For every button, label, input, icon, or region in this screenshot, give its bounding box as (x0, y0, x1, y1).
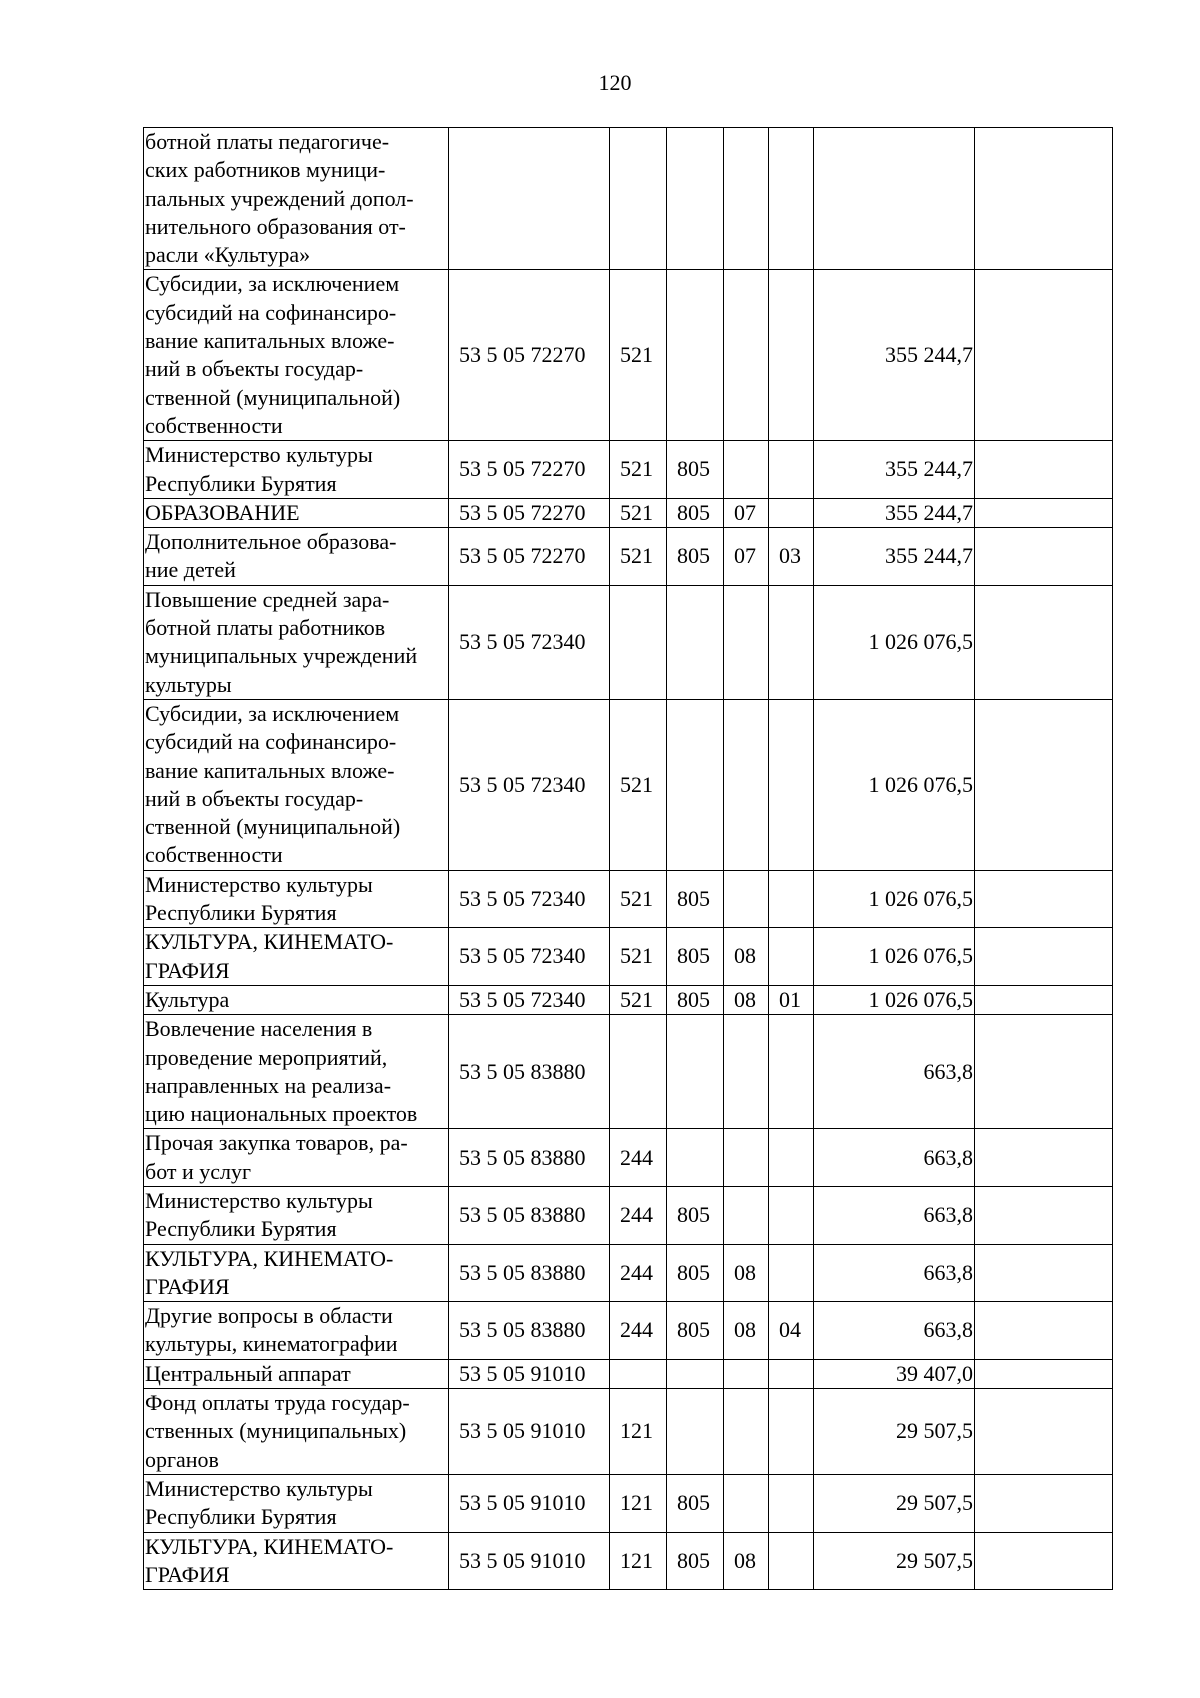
pr-cell: 04 (769, 1302, 814, 1360)
name-line: собственности (145, 412, 283, 438)
table-row (144, 1474, 1113, 1532)
name-line: КУЛЬТУРА, КИНЕМАТО- (145, 1533, 394, 1559)
name-line: направленных на реализа- (145, 1072, 392, 1098)
sum-cell: 663,8 (814, 1244, 975, 1302)
name-line: субсидий на софинансиро- (145, 299, 397, 325)
grbs-cell: 805 (667, 985, 724, 1014)
name-line: ботной платы педагогиче- (145, 129, 390, 154)
rz-cell (724, 585, 769, 699)
table-row (144, 1186, 1113, 1244)
name-line: собственности (145, 842, 283, 868)
table-row (144, 1532, 1113, 1590)
name-cell (144, 1474, 449, 1532)
name-cell (144, 985, 449, 1014)
name-line: ГРАФИЯ (145, 1561, 230, 1587)
extra-cell (975, 270, 1113, 441)
table-row (144, 870, 1113, 928)
extra-cell (975, 441, 1113, 499)
grbs-cell (667, 1129, 724, 1187)
csr-cell: 53 5 05 91010 (449, 1389, 610, 1475)
name-cell (144, 1186, 449, 1244)
pr-cell (769, 1359, 814, 1388)
name-line: Вовлечение населения в (145, 1016, 373, 1042)
pr-cell: 03 (769, 528, 814, 586)
pr-cell (769, 128, 814, 270)
extra-cell (975, 1389, 1113, 1475)
budget-table (143, 127, 1113, 1590)
name-line: Субсидии, за исключением (145, 271, 400, 297)
name-line: проведение мероприятий, (145, 1044, 388, 1070)
rz-cell (724, 1359, 769, 1388)
name-line: Центральный аппарат (145, 1360, 351, 1386)
grbs-cell (667, 1359, 724, 1388)
name-line: Министерство культуры (145, 871, 373, 897)
sum-cell: 1 026 076,5 (814, 870, 975, 928)
name-cell (144, 870, 449, 928)
name-line: Фонд оплаты труда государ- (145, 1390, 410, 1416)
pr-cell: 01 (769, 985, 814, 1014)
extra-cell (975, 1129, 1113, 1187)
csr-cell: 53 5 05 72340 (449, 585, 610, 699)
name-line: бот и услуг (145, 1158, 252, 1184)
name-cell (144, 1244, 449, 1302)
table-row (144, 1389, 1113, 1475)
name-line: Республики Бурятия (145, 470, 337, 496)
table-body (144, 128, 1113, 1590)
table-row (144, 1244, 1113, 1302)
table-row (144, 270, 1113, 441)
sum-cell: 39 407,0 (814, 1359, 975, 1388)
name-cell (144, 1359, 449, 1388)
name-line: вание капитальных вложе- (145, 328, 395, 354)
name-line: ственной (муниципальной) (145, 814, 401, 840)
csr-cell: 53 5 05 72270 (449, 528, 610, 586)
grbs-cell (667, 1389, 724, 1475)
table-row (144, 1359, 1113, 1388)
csr-cell: 53 5 05 72270 (449, 498, 610, 527)
grbs-cell (667, 699, 724, 870)
sum-cell: 355 244,7 (814, 528, 975, 586)
vr-cell: 121 (610, 1474, 667, 1532)
rz-cell (724, 699, 769, 870)
csr-cell: 53 5 05 91010 (449, 1359, 610, 1388)
name-cell (144, 1302, 449, 1360)
name-cell (144, 498, 449, 527)
vr-cell: 121 (610, 1532, 667, 1590)
sum-cell: 355 244,7 (814, 441, 975, 499)
table-row (144, 585, 1113, 699)
extra-cell (975, 528, 1113, 586)
name-line: ских работников муници- (145, 157, 386, 183)
table-row (144, 699, 1113, 870)
vr-cell: 244 (610, 1302, 667, 1360)
extra-cell (975, 1302, 1113, 1360)
csr-cell: 53 5 05 72340 (449, 699, 610, 870)
name-cell (144, 1015, 449, 1129)
table-row (144, 1015, 1113, 1129)
grbs-cell (667, 1015, 724, 1129)
name-cell (144, 585, 449, 699)
name-line: ственных (муниципальных) (145, 1418, 407, 1444)
csr-cell: 53 5 05 72340 (449, 985, 610, 1014)
grbs-cell: 805 (667, 498, 724, 527)
extra-cell (975, 1186, 1113, 1244)
pr-cell (769, 1532, 814, 1590)
name-line: Республики Бурятия (145, 1216, 337, 1242)
name-line: культуры, кинематографии (145, 1331, 398, 1357)
name-line: Республики Бурятия (145, 1504, 337, 1530)
name-line: ний в объекты государ- (145, 785, 364, 811)
name-line: пальных учреждений допол- (145, 185, 414, 211)
extra-cell (975, 928, 1113, 986)
page-number: 120 (598, 70, 632, 95)
rz-cell: 08 (724, 1302, 769, 1360)
grbs-cell: 805 (667, 1532, 724, 1590)
rz-cell: 08 (724, 985, 769, 1014)
sum-cell: 355 244,7 (814, 498, 975, 527)
sum-cell: 29 507,5 (814, 1474, 975, 1532)
pr-cell (769, 1244, 814, 1302)
csr-cell: 53 5 05 91010 (449, 1532, 610, 1590)
name-cell (144, 928, 449, 986)
sum-cell: 1 026 076,5 (814, 928, 975, 986)
table-row (144, 498, 1113, 527)
sum-cell: 663,8 (814, 1015, 975, 1129)
sum-cell: 663,8 (814, 1186, 975, 1244)
extra-cell (975, 128, 1113, 270)
name-line: ГРАФИЯ (145, 1273, 230, 1299)
grbs-cell (667, 585, 724, 699)
sum-cell: 1 026 076,5 (814, 699, 975, 870)
name-line: Министерство культуры (145, 442, 373, 468)
sum-cell: 1 026 076,5 (814, 585, 975, 699)
name-line: Дополнительное образова- (145, 529, 397, 555)
pr-cell (769, 1129, 814, 1187)
name-cell (144, 1389, 449, 1475)
rz-cell (724, 1129, 769, 1187)
grbs-cell: 805 (667, 1186, 724, 1244)
name-cell (144, 528, 449, 586)
name-line: вание капитальных вложе- (145, 757, 395, 783)
name-line: ГРАФИЯ (145, 957, 230, 983)
vr-cell: 521 (610, 528, 667, 586)
grbs-cell: 805 (667, 1302, 724, 1360)
grbs-cell (667, 270, 724, 441)
name-line: цию национальных проектов (145, 1101, 418, 1127)
vr-cell: 244 (610, 1186, 667, 1244)
csr-cell: 53 5 05 83880 (449, 1015, 610, 1129)
csr-cell: 53 5 05 83880 (449, 1244, 610, 1302)
pr-cell (769, 699, 814, 870)
name-line: ние детей (145, 557, 236, 583)
sum-cell: 663,8 (814, 1129, 975, 1187)
vr-cell: 244 (610, 1129, 667, 1187)
grbs-cell (667, 128, 724, 270)
name-line: культуры (145, 671, 232, 697)
grbs-cell: 805 (667, 928, 724, 986)
pr-cell (769, 270, 814, 441)
name-line: Министерство культуры (145, 1475, 373, 1501)
name-line: субсидий на софинансиро- (145, 729, 397, 755)
pr-cell (769, 585, 814, 699)
pr-cell (769, 1474, 814, 1532)
vr-cell: 521 (610, 870, 667, 928)
rz-cell (724, 270, 769, 441)
name-line: нительного образования от- (145, 213, 406, 239)
rz-cell (724, 870, 769, 928)
name-line: Культура (145, 986, 230, 1012)
sum-cell (814, 128, 975, 270)
table-row (144, 441, 1113, 499)
vr-cell (610, 1015, 667, 1129)
table-row (144, 528, 1113, 586)
extra-cell (975, 1359, 1113, 1388)
name-line: ний в объекты государ- (145, 356, 364, 382)
vr-cell (610, 585, 667, 699)
table-row (144, 928, 1113, 986)
rz-cell: 07 (724, 528, 769, 586)
name-line: Субсидии, за исключением (145, 700, 400, 726)
pr-cell (769, 498, 814, 527)
name-line: Республики Бурятия (145, 900, 337, 926)
name-cell (144, 1129, 449, 1187)
rz-cell: 07 (724, 498, 769, 527)
extra-cell (975, 1244, 1113, 1302)
csr-cell: 53 5 05 83880 (449, 1186, 610, 1244)
vr-cell (610, 1359, 667, 1388)
pr-cell (769, 441, 814, 499)
csr-cell: 53 5 05 91010 (449, 1474, 610, 1532)
name-line: Прочая закупка товаров, ра- (145, 1130, 408, 1156)
table-row (144, 1129, 1113, 1187)
extra-cell (975, 1474, 1113, 1532)
extra-cell (975, 498, 1113, 527)
name-line: Повышение средней зара- (145, 586, 390, 612)
sum-cell: 29 507,5 (814, 1389, 975, 1475)
vr-cell: 521 (610, 441, 667, 499)
vr-cell (610, 128, 667, 270)
grbs-cell: 805 (667, 870, 724, 928)
name-cell (144, 1532, 449, 1590)
name-line: Министерство культуры (145, 1187, 373, 1213)
csr-cell: 53 5 05 72340 (449, 928, 610, 986)
pr-cell (769, 1389, 814, 1475)
vr-cell: 521 (610, 270, 667, 441)
vr-cell: 521 (610, 699, 667, 870)
table-row (144, 128, 1113, 270)
csr-cell: 53 5 05 83880 (449, 1129, 610, 1187)
sum-cell: 29 507,5 (814, 1532, 975, 1590)
sum-cell: 663,8 (814, 1302, 975, 1360)
extra-cell (975, 699, 1113, 870)
rz-cell (724, 128, 769, 270)
pr-cell (769, 1186, 814, 1244)
pr-cell (769, 928, 814, 986)
grbs-cell: 805 (667, 1244, 724, 1302)
rz-cell (724, 1015, 769, 1129)
vr-cell: 244 (610, 1244, 667, 1302)
sum-cell: 355 244,7 (814, 270, 975, 441)
rz-cell (724, 441, 769, 499)
sum-cell: 1 026 076,5 (814, 985, 975, 1014)
rz-cell (724, 1186, 769, 1244)
name-line: ОБРАЗОВАНИЕ (145, 499, 300, 525)
csr-cell: 53 5 05 72340 (449, 870, 610, 928)
grbs-cell: 805 (667, 1474, 724, 1532)
extra-cell (975, 870, 1113, 928)
table-row (144, 1302, 1113, 1360)
table-row (144, 985, 1113, 1014)
name-line: КУЛЬТУРА, КИНЕМАТО- (145, 929, 394, 955)
name-line: КУЛЬТУРА, КИНЕМАТО- (145, 1245, 394, 1271)
extra-cell (975, 1532, 1113, 1590)
name-line: органов (145, 1446, 219, 1472)
extra-cell (975, 985, 1113, 1014)
name-line: ственной (муниципальной) (145, 384, 401, 410)
rz-cell (724, 1389, 769, 1475)
name-cell (144, 270, 449, 441)
extra-cell (975, 585, 1113, 699)
name-cell (144, 128, 449, 270)
vr-cell: 521 (610, 928, 667, 986)
csr-cell: 53 5 05 72270 (449, 270, 610, 441)
pr-cell (769, 870, 814, 928)
pr-cell (769, 1015, 814, 1129)
name-line: муниципальных учреждений (145, 643, 418, 669)
name-cell (144, 441, 449, 499)
csr-cell: 53 5 05 83880 (449, 1302, 610, 1360)
name-cell (144, 699, 449, 870)
grbs-cell: 805 (667, 441, 724, 499)
vr-cell: 521 (610, 498, 667, 527)
name-line: ботной платы работников (145, 615, 386, 641)
vr-cell: 121 (610, 1389, 667, 1475)
name-line: Другие вопросы в области (145, 1303, 393, 1329)
csr-cell (449, 128, 610, 270)
rz-cell: 08 (724, 1532, 769, 1590)
grbs-cell: 805 (667, 528, 724, 586)
rz-cell (724, 1474, 769, 1532)
rz-cell: 08 (724, 928, 769, 986)
rz-cell: 08 (724, 1244, 769, 1302)
csr-cell: 53 5 05 72270 (449, 441, 610, 499)
extra-cell (975, 1015, 1113, 1129)
name-line: расли «Культура» (145, 242, 311, 268)
vr-cell: 521 (610, 985, 667, 1014)
